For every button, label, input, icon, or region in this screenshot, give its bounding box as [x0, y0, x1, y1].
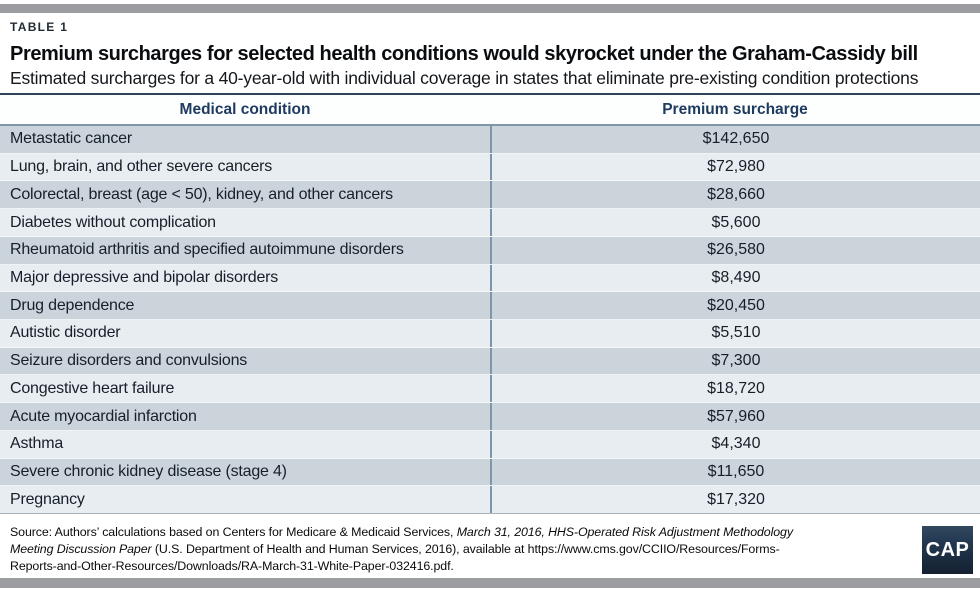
table-row — [0, 348, 980, 376]
cap-logo — [922, 526, 973, 574]
surcharge-cell: $11,650 — [490, 459, 980, 486]
table-row — [0, 209, 980, 237]
table-row — [0, 459, 980, 487]
table-body — [0, 126, 980, 514]
condition-cell: Drug dependence — [10, 296, 135, 314]
source-segment: Source: Authors’ calculations based on Centers for Medicare & Medicaid Services, — [10, 525, 457, 539]
condition-cell: Major depressive and bipolar disorders — [10, 268, 279, 286]
table-subtitle: Estimated surcharges for a 40-year-old with individual coverage in states that eliminate pre-existing condition protections — [10, 68, 919, 88]
table-row — [0, 320, 980, 348]
table-row — [0, 486, 980, 513]
condition-cell: Asthma — [10, 435, 64, 453]
table-title: Premium surcharges for selected health conditions would skyrocket under the Graham-Cassidy bill — [10, 43, 918, 65]
condition-cell: Seizure disorders and convulsions — [10, 352, 248, 370]
cap-logo-text: CAP — [925, 538, 970, 561]
table-row — [0, 265, 980, 293]
condition-cell: Pregnancy — [10, 490, 85, 508]
condition-cell: Severe chronic kidney disease (stage 4) — [10, 462, 287, 480]
source-segment-italic: March 31, 2016, HHS-Operated Risk Adjustment Methodology — [456, 525, 793, 539]
table-row — [0, 181, 980, 209]
surcharge-cell: $8,490 — [490, 265, 980, 292]
surcharge-cell: $17,320 — [490, 486, 980, 513]
condition-cell: Autistic disorder — [10, 324, 121, 342]
condition-cell: Diabetes without complication — [10, 213, 216, 231]
source-note — [10, 524, 890, 574]
surcharge-cell: $20,450 — [490, 292, 980, 319]
condition-cell: Congestive heart failure — [10, 379, 175, 397]
source-segment: Reports-and-Other-Resources/Downloads/RA-March-31-White-Paper-032416.pdf. — [10, 558, 454, 573]
bottom-divider-bar — [0, 578, 980, 588]
source-line — [10, 541, 890, 558]
column-header-premium-surcharge: Premium surcharge — [662, 100, 808, 118]
surcharge-table — [0, 93, 980, 514]
surcharge-cell: $18,720 — [490, 375, 980, 402]
surcharge-cell: $7,300 — [490, 348, 980, 375]
table-row — [0, 375, 980, 403]
table-row — [0, 431, 980, 459]
source-segment-italic: Meeting Discussion Paper — [10, 541, 152, 556]
surcharge-cell: $4,340 — [490, 431, 980, 458]
table-row — [0, 403, 980, 431]
surcharge-cell: $26,580 — [490, 237, 980, 264]
table-kicker: TABLE 1 — [10, 20, 69, 34]
source-line — [10, 558, 890, 575]
surcharge-cell: $28,660 — [490, 181, 980, 208]
condition-cell: Lung, brain, and other severe cancers — [10, 158, 273, 176]
table-row — [0, 237, 980, 265]
source-segment: (U.S. Department of Health and Human Services, 2016), available at https://www.cms.gov/CCIIO/Resources/Forms- — [151, 541, 780, 556]
top-divider-bar — [0, 4, 980, 13]
table-header-row — [0, 95, 980, 126]
condition-cell: Colorectal, breast (age < 50), kidney, and other cancers — [10, 185, 393, 203]
source-line — [10, 524, 890, 541]
surcharge-cell: $57,960 — [490, 403, 980, 430]
surcharge-cell: $142,650 — [490, 126, 980, 153]
table-row — [0, 126, 980, 154]
surcharge-cell: $5,510 — [490, 320, 980, 347]
condition-cell: Acute myocardial infarction — [10, 407, 197, 425]
surcharge-cell: $72,980 — [490, 154, 980, 181]
table-row — [0, 154, 980, 182]
surcharge-cell: $5,600 — [490, 209, 980, 236]
table-row — [0, 292, 980, 320]
column-header-medical-condition: Medical condition — [179, 100, 311, 118]
condition-cell: Metastatic cancer — [10, 130, 132, 148]
condition-cell: Rheumatoid arthritis and specified autoimmune disorders — [10, 241, 404, 259]
